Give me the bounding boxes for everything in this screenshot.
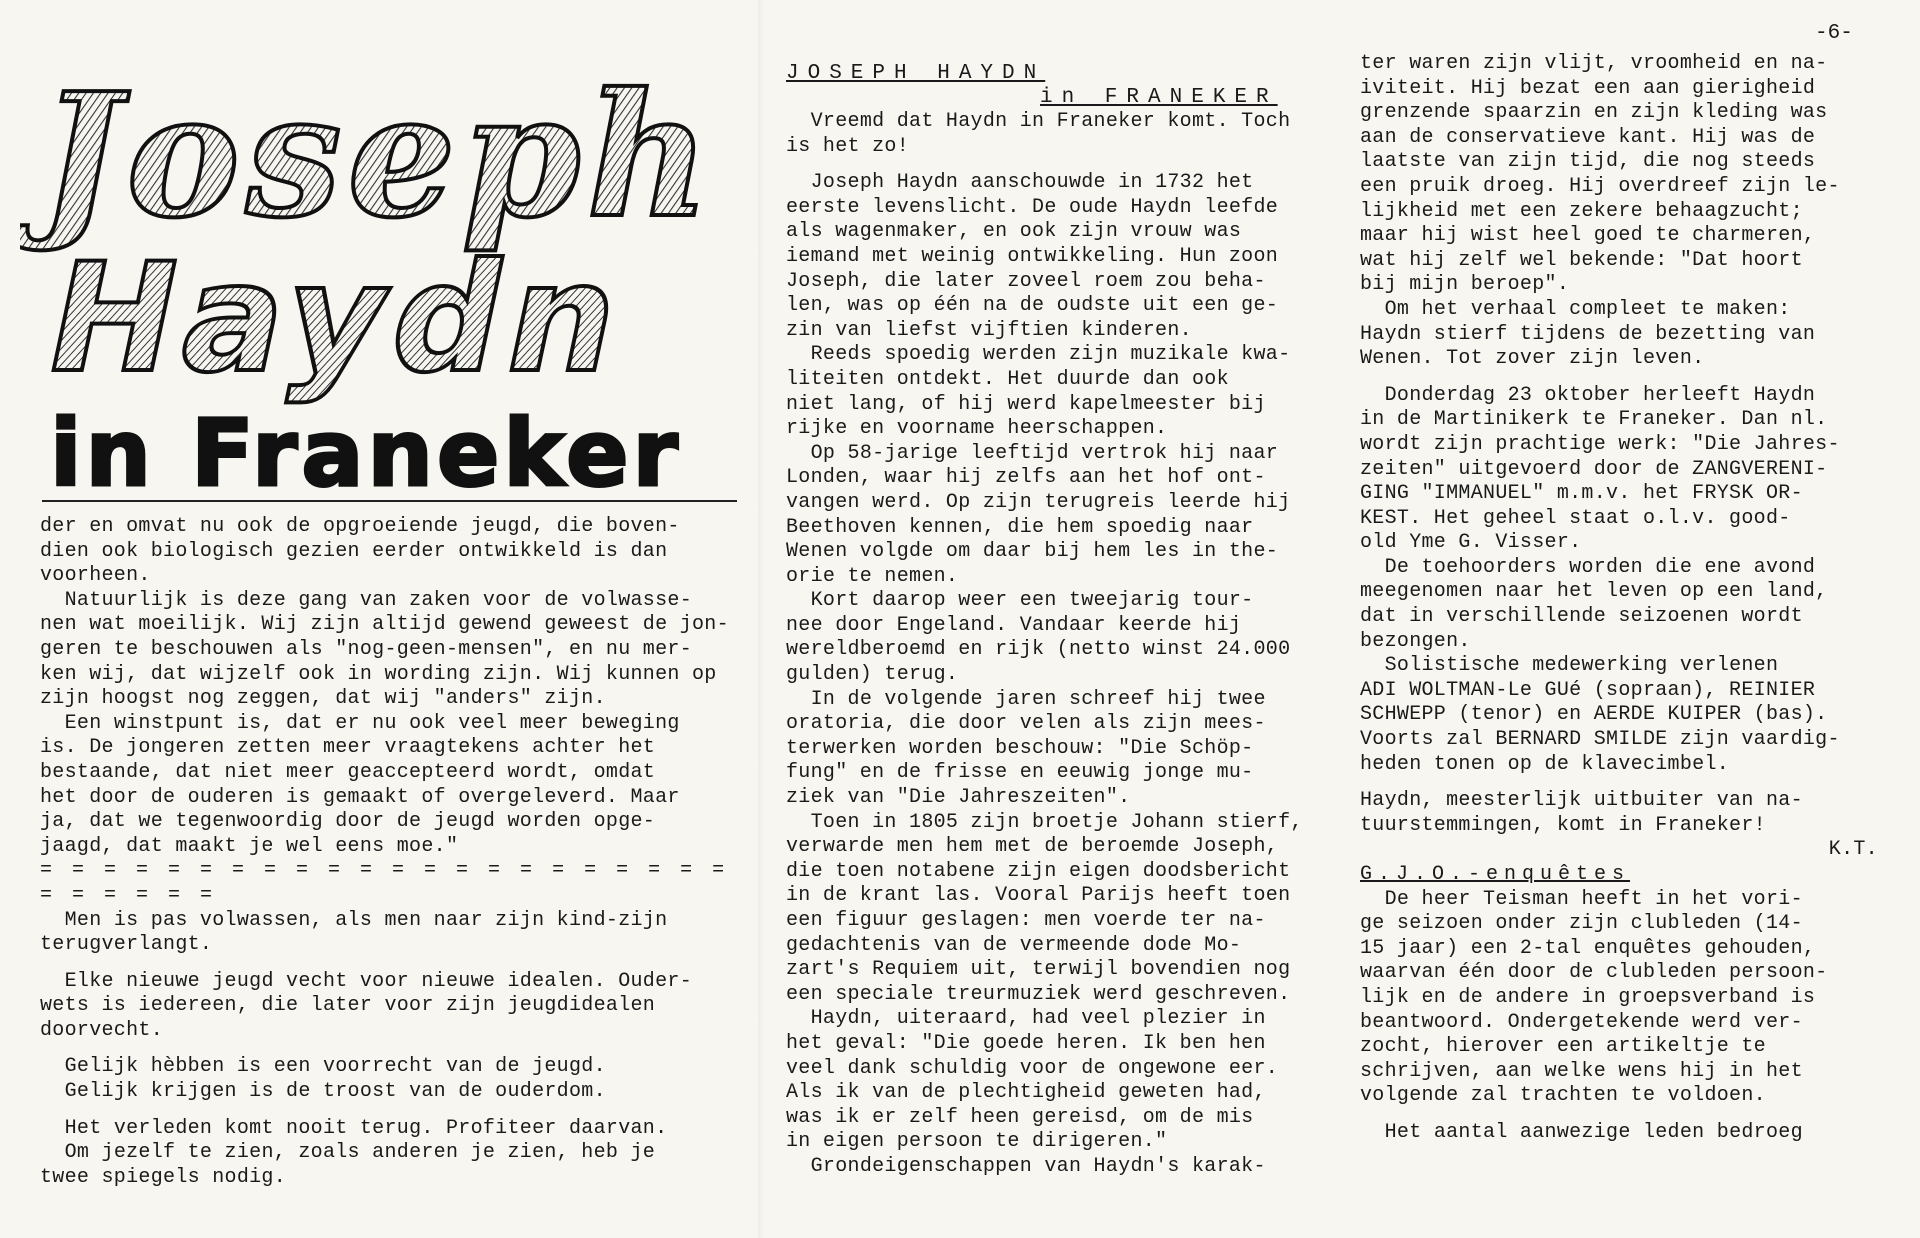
right-column	[1360, 52, 1900, 1146]
page-number: -6-	[1815, 22, 1853, 45]
right-paragraph-6: Haydn, meesterlijk uitbuiter van na- tuurstemmingen, komt in Franeker!	[1360, 789, 1803, 837]
masthead-line3: in Franeker	[50, 400, 682, 500]
masthead-line2: Haydn	[32, 230, 644, 406]
quote-5: Om jezelf te zien, zoals anderen je zien, heb je twee spiegels nodig.	[40, 1141, 656, 1189]
quote-2: Elke nieuwe jeugd vecht voor nieuwe idealen. Ouder- wets is iedereen, die later voor zijn jeugdidealen doorvecht.	[40, 969, 693, 1042]
mid-paragraph-1: Vreemd dat Haydn in Franeker komt. Toch is het zo!	[786, 110, 1291, 158]
quote-1: Men is pas volwassen, als men naar zijn kind-zijn terugverlangt.	[40, 908, 668, 957]
right-paragraph-5: Solistische medewerking verlenen ADI WOLTMAN-Le GUé (sopraan), REINIER SCHWEPP (tenor) en AERDE KUIPER (bas). Voorts zal BERNARD SMILDE zijn vaardig- heden tonen op de klavecimbel.	[1360, 654, 1840, 776]
right-paragraph-3: Donderdag 23 oktober herleeft Haydn in de Martinikerk te Franeker. Dan nl. wordt zijn prachtige werk: "Die Jahres- zeiten" uitgevoerd door de ZANGVERENI- GING "IMMANUEL" m.m.v. het FRYSK OR- KEST. Het geheel staat o.l.v. good- old Yme G. Visser.	[1360, 383, 1840, 555]
left-column	[40, 515, 745, 1190]
quote-3: Gelijk hèbben is een voorrecht van de jeugd. Gelijk krijgen is de troost van de ouderdom.	[64, 1055, 606, 1104]
mid-paragraph-2: Joseph Haydn aanschouwde in 1732 het eerste levenslicht. De oude Haydn leefde als wagenmaker, en ook zijn vrouw was iemand met weinig ontwikkeling. Hun zoon Joseph, die later zoveel roem zou beha- len, was op één na de oudste uit een ge- zin van liefst vijftien kinderen.	[786, 171, 1279, 342]
masthead-lettering	[20, 40, 740, 500]
mid-paragraph-9: Grondeigenschappen van Haydn's karak-	[786, 1154, 1266, 1178]
mid-paragraph-6: In de volgende jaren schreef hij twee oratoria, die door velen als zijn mees- terwerken worden beschouw: "Die Schöp- fung" en de frisse en eeuwig jonge mu- ziek van "Die Jahreszeiten".	[786, 687, 1266, 810]
middle-column	[786, 110, 1336, 1180]
right-paragraph-1: ter waren zijn vlijt, vroomheid en na- iviteit. Hij bezat een aan gierigheid grenzende spaarzin en zijn kleding was aan de conservatieve kant. Hij was de laatste van zijn tijd, die nog steeds een pruik droeg. Hij overdreef zijn le- lijkheid met een zekere behaagzucht; maar hij wist heel goed te charmeren, wat hij zelf wel bekende: "Dat hoort bij mijn beroep".	[1360, 52, 1840, 297]
right-paragraph-2: Om het verhaal compleet te maken: Haydn stierf tijdens de bezetting van Wenen. Tot zover zijn leven.	[1360, 297, 1816, 371]
mid-paragraph-8: Haydn, uiteraard, had veel plezier in het geval: "Die goede heren. Ik ben hen veel dank schuldig voor de ongewone eer. Als ik van de plechtigheid geweten had, was ik er zelf heen gereisd, om de mis in eigen persoon te dirigeren."	[786, 1007, 1279, 1154]
quote-4: Het verleden komt nooit terug. Profiteer daarvan.	[40, 1116, 668, 1140]
page-fold	[758, 0, 764, 1238]
right-paragraph-7: De heer Teisman heeft in het vori- ge seizoen onder zijn clubleden (14- 15 jaar) een 2-tal enquêtes gehouden, waarvan één door de clubleden persoon- lijk en de andere in groepsverband is beantwoord. Ondergetekende werd ver- zocht, hierover een artikeltje te schrijven, aan welke wens hij in het volgende zal trachten te voldoen.	[1360, 887, 1828, 1108]
mid-paragraph-5: Kort daarop weer een tweejarig tour- nee door Engeland. Vandaar keerde hij wereldberoemd en rijk (netto winst 24.000 gulden) terug.	[786, 589, 1291, 687]
right-paragraph-4: De toehoorders worden die ene avond meegenomen naar het leven op een land, dat in verschillende seizoenen wordt bezongen.	[1360, 555, 1828, 653]
section-divider: = = = = = = = = = = = = = = = = = = = = = = = = = = = =	[40, 859, 745, 907]
left-paragraph-3: Een winstpunt is, dat er nu ook veel meer beweging is. De jongeren zetten meer vraagtekens achter het bestaande, dat niet meer geaccepteerd wordt, omdat het door de ouderen is gemaakt of overgeleverd. Maar ja, dat we tegenwoordig door de jeugd worden opge- jaagd, dat maakt je wel eens moe."	[40, 711, 680, 858]
masthead-line1: Joseph	[40, 56, 717, 256]
mid-paragraph-4: Op 58-jarige leeftijd vertrok hij naar Londen, waar hij zelfs aan het hof ont- vangen werd. Op zijn terugreis leerde hij Beethoven kennen, die hem spoedig naar Wenen volgde om daar bij hem les in the- orie te nemen.	[786, 441, 1291, 588]
mid-paragraph-3: Reeds spoedig werden zijn muzikale kwa- liteiten ontdekt. Het duurde dan ook niet lang, of hij werd kapelmeester bij rijke en voorname heerschappen.	[786, 343, 1291, 441]
masthead-rule	[42, 500, 737, 502]
left-paragraph-1: der en omvat nu ook de opgroeiende jeugd, die boven- dien ook biologisch gezien eerder ontwikkeld is dan voorheen.	[40, 515, 680, 588]
mid-paragraph-7: Toen in 1805 zijn broetje Johann stierf, verwarde men hem met de beroemde Joseph, die toen notabene zijn eigen doodsbericht in de krant las. Vooral Parijs heeft toen een figuur geslagen: men voerde ter na- gedachtenis van de vermeende dode Mo- zart's Requiem uit, terwijl bovendien nog een speciale treurmuziek werd geschreven.	[786, 810, 1303, 1006]
article-title-line2: in FRANEKER	[1040, 86, 1278, 109]
article-title-line1: JOSEPH HAYDN	[786, 62, 1046, 85]
right-paragraph-8: Het aantal aanwezige leden bedroeg	[1360, 1120, 1803, 1144]
enquetes-title: G.J.O.-enquêtes	[1360, 863, 1631, 886]
author-signature: K.T.	[1828, 838, 1878, 862]
left-paragraph-2: Natuurlijk is deze gang van zaken voor de volwasse- nen wat moeilijk. Wij zijn altijd gewend geweest de jon- geren te beschouwen als "nog-geen-mensen", en nu mer- ken wij, dat wijzelf ook in wording zijn. Wij kunnen op zijn hoogst nog zeggen, dat wij "anders" zijn.	[40, 588, 729, 711]
